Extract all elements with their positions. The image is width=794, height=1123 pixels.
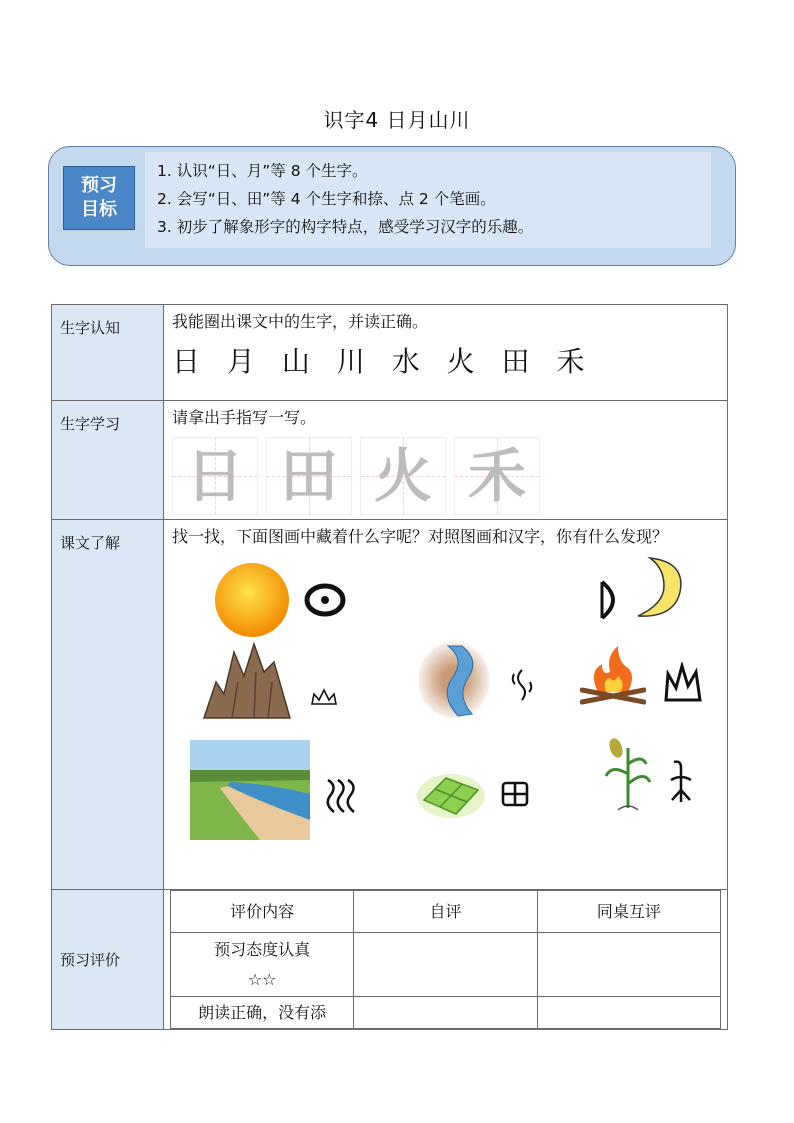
character: 水 — [391, 345, 424, 378]
field-icon — [416, 770, 486, 820]
ancient-field-glyph-icon — [500, 780, 530, 808]
tracing-box — [266, 437, 352, 515]
ancient-water-glyph-icon — [510, 668, 534, 702]
tracing-character: 田 — [279, 442, 338, 510]
eval-row-reading: 朗读正确，没有添 — [171, 997, 354, 1029]
eval-row-attitude — [171, 933, 354, 997]
evaluation-table — [170, 890, 721, 1029]
goals-badge-line2: 目标 — [81, 199, 117, 220]
recognize-cell — [164, 305, 728, 401]
mountain-icon — [202, 642, 292, 722]
ancient-mountain-glyph-icon — [310, 688, 338, 708]
evaluation-cell — [164, 890, 728, 1030]
text-cell — [164, 520, 728, 890]
eval-attitude-text: 预习态度认真 — [214, 939, 311, 959]
character: 火 — [446, 345, 479, 378]
goals-badge-line1: 预习 — [81, 175, 117, 196]
ancient-fire-glyph-icon — [662, 662, 704, 704]
recognize-instruction: 我能圈出课文中的生字，并读正确。 — [172, 312, 429, 331]
row-label-study: 生字学习 — [52, 401, 164, 520]
river-landscape-icon — [190, 740, 310, 840]
character: 山 — [281, 345, 314, 378]
goal-item: 3. 初步了解象形字的构字特点，感受学习汉字的乐趣。 — [157, 218, 534, 236]
tracing-character: 日 — [185, 442, 244, 510]
eval-peer-cell[interactable] — [537, 933, 720, 997]
ancient-river-glyph-icon — [322, 776, 360, 816]
goal-item: 2. 会写“日、田”等 4 个生字和捺、点 2 个笔画。 — [157, 190, 496, 208]
page-title: 识字4 日月山川 — [323, 108, 471, 132]
goals-badge — [63, 166, 135, 230]
row-label-evaluation: 预习评价 — [52, 890, 164, 1030]
goals-list — [145, 152, 711, 248]
eval-peer-cell[interactable] — [537, 997, 720, 1029]
preview-goals-box — [48, 146, 736, 266]
tracing-character: 火 — [373, 442, 432, 510]
new-characters — [172, 345, 719, 378]
character: 月 — [226, 345, 259, 378]
sun-icon — [212, 560, 292, 640]
character: 田 — [501, 345, 534, 378]
character: 禾 — [556, 345, 589, 378]
eval-header-self: 自评 — [354, 891, 537, 933]
moon-icon — [624, 554, 684, 620]
tracing-box — [172, 437, 258, 515]
picture-area — [172, 550, 719, 862]
study-cell — [164, 401, 728, 520]
goal-item: 1. 认识“日、月”等 8 个生字。 — [157, 162, 368, 180]
ancient-sun-glyph-icon — [302, 580, 348, 620]
preview-table — [51, 304, 728, 1030]
tracing-character: 禾 — [467, 442, 526, 510]
character: 川 — [336, 345, 369, 378]
eval-self-cell[interactable] — [354, 997, 537, 1029]
character: 日 — [172, 345, 205, 378]
ancient-moon-glyph-icon — [596, 578, 626, 622]
tracing-box — [454, 437, 540, 515]
eval-header-peer: 同桌互评 — [537, 891, 720, 933]
fire-icon — [580, 642, 646, 708]
ancient-grain-glyph-icon — [668, 756, 694, 804]
study-instruction: 请拿出手指写一写。 — [172, 408, 317, 427]
water-icon — [416, 640, 492, 720]
rice-plant-icon — [602, 734, 652, 812]
star-rating: ☆☆ — [247, 969, 277, 989]
writing-grid — [172, 437, 719, 515]
eval-self-cell[interactable] — [354, 933, 537, 997]
row-label-recognize: 生字认知 — [52, 305, 164, 401]
row-label-text: 课文了解 — [52, 520, 164, 890]
text-instruction: 找一找，下面图画中藏着什么字呢？对照图画和汉字，你有什么发现？ — [172, 527, 669, 546]
eval-header-content: 评价内容 — [171, 891, 354, 933]
tracing-box — [360, 437, 446, 515]
